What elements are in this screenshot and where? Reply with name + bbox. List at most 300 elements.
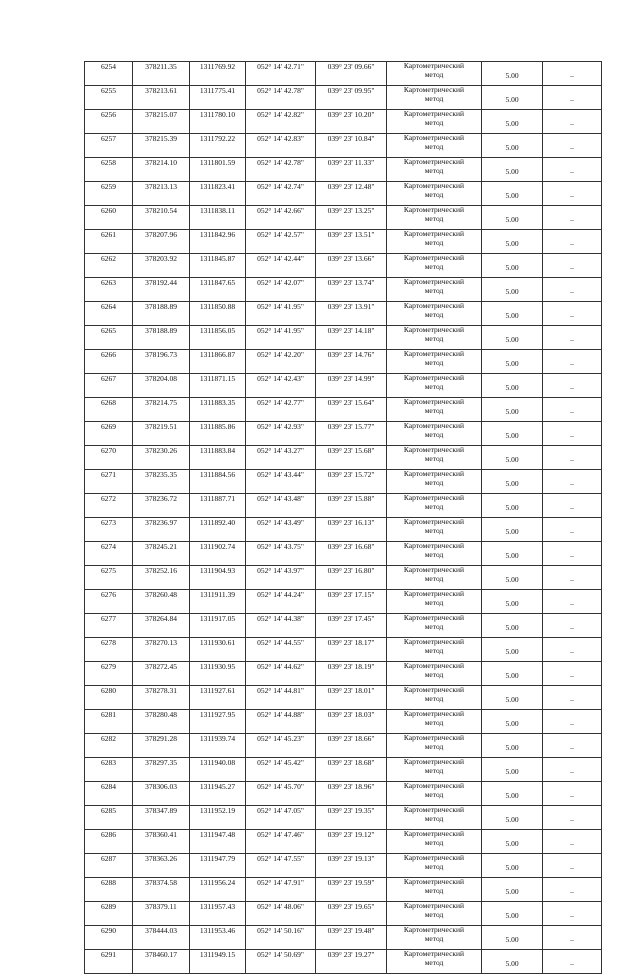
latitude: 052° 14' 43.49"	[257, 518, 304, 527]
point-number: 6280	[101, 686, 116, 695]
method-line1: Картометрический	[403, 613, 465, 622]
y-coordinate: 1311823.41	[199, 182, 236, 191]
longitude: 039° 23' 11.33"	[327, 158, 375, 167]
point-number-cell	[85, 158, 133, 182]
x-coordinate: 378215.07	[145, 110, 177, 119]
method-cell	[387, 494, 482, 518]
point-number: 6259	[101, 182, 116, 191]
description-dash: –	[570, 671, 574, 680]
latitude: 052° 14' 42.20"	[257, 350, 304, 359]
longitude-cell	[316, 134, 387, 158]
method-cell	[387, 422, 482, 446]
longitude: 039° 23' 13.74"	[327, 278, 375, 287]
latitude-cell	[246, 710, 316, 734]
latitude: 052° 14' 42.93"	[257, 422, 304, 431]
method-line2: метод	[424, 405, 444, 415]
method-line1: Картометрический	[403, 421, 465, 430]
y-coordinate: 1311883.84	[199, 446, 236, 455]
longitude-cell	[316, 158, 387, 182]
description-cell	[543, 230, 602, 254]
method-line1: Картометрический	[403, 109, 465, 118]
y-coordinate: 1311945.27	[199, 782, 236, 791]
error-value: 5.00	[505, 575, 519, 584]
x-coordinate-cell	[133, 878, 190, 902]
x-coordinate: 378270.13	[145, 638, 177, 647]
description-dash: –	[570, 863, 574, 872]
table-row	[85, 422, 602, 446]
longitude: 039° 23' 19.35"	[327, 806, 375, 815]
y-coordinate-cell	[190, 926, 246, 950]
latitude: 052° 14' 43.44"	[257, 470, 304, 479]
error-value: 5.00	[505, 719, 519, 728]
latitude: 052° 14' 44.88"	[257, 710, 304, 719]
y-coordinate: 1311792.22	[199, 134, 236, 143]
y-coordinate-cell	[190, 350, 246, 374]
table-row	[85, 926, 602, 950]
method-cell	[387, 158, 482, 182]
error-value: 5.00	[505, 863, 519, 872]
point-number: 6291	[101, 950, 116, 959]
error-value: 5.00	[505, 887, 519, 896]
x-coordinate: 378214.75	[145, 398, 177, 407]
point-number-cell	[85, 518, 133, 542]
x-coordinate: 378379.11	[145, 902, 177, 911]
x-coordinate: 378291.28	[145, 734, 177, 743]
description-cell	[543, 326, 602, 350]
point-number-cell	[85, 326, 133, 350]
latitude: 052° 14' 45.23"	[257, 734, 304, 743]
description-dash: –	[570, 551, 574, 560]
longitude: 039° 23' 10.20"	[327, 110, 375, 119]
y-coordinate-cell	[190, 230, 246, 254]
error-value: 5.00	[505, 263, 519, 272]
latitude-cell	[246, 494, 316, 518]
point-number-cell	[85, 494, 133, 518]
error-cell	[482, 230, 543, 254]
y-coordinate-cell	[190, 254, 246, 278]
method-line2: метод	[424, 333, 444, 343]
point-number-cell	[85, 710, 133, 734]
description-dash: –	[570, 239, 574, 248]
method-line2: метод	[424, 261, 444, 271]
table-row	[85, 230, 602, 254]
latitude: 052° 14' 43.97"	[257, 566, 304, 575]
latitude-cell	[246, 134, 316, 158]
method-line2: метод	[424, 549, 444, 559]
x-coordinate-cell	[133, 110, 190, 134]
x-coordinate-cell	[133, 950, 190, 974]
error-cell	[482, 566, 543, 590]
error-cell	[482, 302, 543, 326]
latitude-cell	[246, 782, 316, 806]
error-cell	[482, 614, 543, 638]
latitude: 052° 14' 45.42"	[257, 758, 304, 767]
y-coordinate: 1311902.74	[199, 542, 236, 551]
method-line2: метод	[424, 453, 444, 463]
x-coordinate-cell	[133, 566, 190, 590]
error-value: 5.00	[505, 143, 519, 152]
longitude-cell	[316, 86, 387, 110]
table-row	[85, 758, 602, 782]
point-number: 6277	[101, 614, 116, 623]
table-row	[85, 254, 602, 278]
description-cell	[543, 182, 602, 206]
point-number: 6282	[101, 734, 116, 743]
longitude-cell	[316, 278, 387, 302]
longitude-cell	[316, 758, 387, 782]
method-line2: метод	[424, 69, 444, 79]
x-coordinate-cell	[133, 86, 190, 110]
error-cell	[482, 950, 543, 974]
method-line2: метод	[424, 813, 444, 823]
error-value: 5.00	[505, 311, 519, 320]
latitude-cell	[246, 182, 316, 206]
description-dash: –	[570, 815, 574, 824]
latitude: 052° 14' 44.81"	[257, 686, 304, 695]
method-line2: метод	[424, 117, 444, 127]
method-line1: Картометрический	[403, 925, 465, 934]
error-cell	[482, 782, 543, 806]
latitude-cell	[246, 854, 316, 878]
x-coordinate: 378196.73	[145, 350, 177, 359]
point-number: 6269	[101, 422, 116, 431]
point-number-cell	[85, 830, 133, 854]
coordinates-table	[84, 61, 602, 974]
description-cell	[543, 758, 602, 782]
method-line1: Картометрический	[403, 589, 465, 598]
latitude-cell	[246, 518, 316, 542]
longitude-cell	[316, 710, 387, 734]
x-coordinate-cell	[133, 182, 190, 206]
latitude-cell	[246, 470, 316, 494]
point-number-cell	[85, 782, 133, 806]
latitude: 052° 14' 42.57"	[257, 230, 304, 239]
point-number: 6286	[101, 830, 116, 839]
error-value: 5.00	[505, 599, 519, 608]
point-number: 6285	[101, 806, 116, 815]
longitude: 039° 23' 18.68"	[327, 758, 375, 767]
point-number: 6254	[101, 62, 116, 71]
latitude-cell	[246, 638, 316, 662]
table-row	[85, 86, 602, 110]
description-cell	[543, 734, 602, 758]
table-row	[85, 878, 602, 902]
longitude: 039° 23' 15.64"	[327, 398, 375, 407]
error-cell	[482, 542, 543, 566]
point-number-cell	[85, 878, 133, 902]
table-row	[85, 206, 602, 230]
point-number: 6281	[101, 710, 116, 719]
table-row	[85, 710, 602, 734]
description-cell	[543, 782, 602, 806]
error-cell	[482, 758, 543, 782]
point-number-cell	[85, 374, 133, 398]
x-coordinate-cell	[133, 350, 190, 374]
longitude-cell	[316, 806, 387, 830]
point-number-cell	[85, 806, 133, 830]
point-number-cell	[85, 542, 133, 566]
latitude-cell	[246, 254, 316, 278]
description-dash: –	[570, 575, 574, 584]
longitude-cell	[316, 350, 387, 374]
x-coordinate-cell	[133, 398, 190, 422]
latitude: 052° 14' 42.78"	[257, 158, 304, 167]
table-row	[85, 662, 602, 686]
method-cell	[387, 566, 482, 590]
error-value: 5.00	[505, 791, 519, 800]
error-value: 5.00	[505, 71, 519, 80]
point-number: 6261	[101, 230, 116, 239]
y-coordinate: 1311949.15	[199, 950, 236, 959]
point-number-cell	[85, 398, 133, 422]
method-line1: Картометрический	[403, 733, 465, 742]
y-coordinate: 1311883.35	[199, 398, 236, 407]
method-line1: Картометрический	[403, 205, 465, 214]
error-value: 5.00	[505, 479, 519, 488]
x-coordinate: 378297.35	[145, 758, 177, 767]
table-row	[85, 62, 602, 86]
longitude: 039° 23' 19.48"	[327, 926, 375, 935]
latitude: 052° 14' 42.83"	[257, 134, 304, 143]
description-dash: –	[570, 335, 574, 344]
error-cell	[482, 590, 543, 614]
point-number: 6279	[101, 662, 116, 671]
error-value: 5.00	[505, 119, 519, 128]
x-coordinate: 378204.08	[145, 374, 177, 383]
longitude-cell	[316, 374, 387, 398]
table-row	[85, 134, 602, 158]
error-cell	[482, 926, 543, 950]
point-number-cell	[85, 902, 133, 926]
point-number-cell	[85, 350, 133, 374]
latitude-cell	[246, 542, 316, 566]
y-coordinate: 1311904.93	[199, 566, 236, 575]
description-cell	[543, 686, 602, 710]
x-coordinate-cell	[133, 158, 190, 182]
method-cell	[387, 134, 482, 158]
x-coordinate-cell	[133, 326, 190, 350]
y-coordinate: 1311930.95	[199, 662, 236, 671]
description-dash: –	[570, 719, 574, 728]
description-cell	[543, 278, 602, 302]
method-line2: метод	[424, 525, 444, 535]
error-value: 5.00	[505, 95, 519, 104]
method-line1: Картометрический	[403, 373, 465, 382]
y-coordinate: 1311842.96	[199, 230, 236, 239]
y-coordinate: 1311930.61	[199, 638, 236, 647]
description-cell	[543, 590, 602, 614]
y-coordinate-cell	[190, 158, 246, 182]
longitude: 039° 23' 18.66"	[327, 734, 375, 743]
y-coordinate-cell	[190, 854, 246, 878]
longitude-cell	[316, 422, 387, 446]
x-coordinate: 378347.89	[145, 806, 177, 815]
x-coordinate-cell	[133, 758, 190, 782]
y-coordinate: 1311884.56	[199, 470, 236, 479]
description-dash: –	[570, 791, 574, 800]
y-coordinate-cell	[190, 494, 246, 518]
method-line1: Картометрический	[403, 661, 465, 670]
y-coordinate: 1311780.10	[199, 110, 236, 119]
method-line2: метод	[424, 357, 444, 367]
description-dash: –	[570, 911, 574, 920]
method-cell	[387, 638, 482, 662]
table-row	[85, 782, 602, 806]
y-coordinate: 1311952.19	[199, 806, 236, 815]
error-value: 5.00	[505, 335, 519, 344]
y-coordinate: 1311927.95	[199, 710, 236, 719]
x-coordinate: 378192.44	[145, 278, 177, 287]
method-cell	[387, 926, 482, 950]
description-cell	[543, 542, 602, 566]
table-row	[85, 950, 602, 974]
method-line2: метод	[424, 645, 444, 655]
method-line1: Картометрический	[403, 253, 465, 262]
x-coordinate: 378219.51	[145, 422, 177, 431]
description-cell	[543, 374, 602, 398]
latitude-cell	[246, 278, 316, 302]
longitude-cell	[316, 254, 387, 278]
error-cell	[482, 374, 543, 398]
table-row	[85, 350, 602, 374]
error-cell	[482, 854, 543, 878]
error-value: 5.00	[505, 287, 519, 296]
latitude-cell	[246, 350, 316, 374]
longitude: 039° 23' 09.95"	[327, 86, 375, 95]
longitude-cell	[316, 326, 387, 350]
latitude: 052° 14' 42.44"	[257, 254, 304, 263]
longitude: 039° 23' 15.68"	[327, 446, 375, 455]
latitude: 052° 14' 50.69"	[257, 950, 304, 959]
longitude-cell	[316, 902, 387, 926]
latitude-cell	[246, 326, 316, 350]
error-cell	[482, 638, 543, 662]
description-dash: –	[570, 191, 574, 200]
description-dash: –	[570, 503, 574, 512]
longitude: 039° 23' 19.59"	[327, 878, 375, 887]
method-line1: Картометрический	[403, 277, 465, 286]
description-dash: –	[570, 767, 574, 776]
y-coordinate-cell	[190, 134, 246, 158]
longitude-cell	[316, 878, 387, 902]
y-coordinate-cell	[190, 446, 246, 470]
latitude-cell	[246, 446, 316, 470]
latitude-cell	[246, 302, 316, 326]
method-line2: метод	[424, 765, 444, 775]
point-number-cell	[85, 182, 133, 206]
coordinates-table-body	[85, 62, 602, 974]
longitude: 039° 23' 14.76"	[327, 350, 375, 359]
point-number-cell	[85, 758, 133, 782]
point-number: 6276	[101, 590, 116, 599]
method-line2: метод	[424, 933, 444, 943]
error-cell	[482, 902, 543, 926]
description-dash: –	[570, 647, 574, 656]
x-coordinate-cell	[133, 230, 190, 254]
longitude-cell	[316, 638, 387, 662]
x-coordinate: 378203.92	[145, 254, 177, 263]
description-dash: –	[570, 167, 574, 176]
description-cell	[543, 950, 602, 974]
description-dash: –	[570, 695, 574, 704]
error-value: 5.00	[505, 191, 519, 200]
y-coordinate: 1311847.65	[199, 278, 236, 287]
longitude-cell	[316, 590, 387, 614]
method-line2: метод	[424, 861, 444, 871]
x-coordinate: 378460.17	[145, 950, 177, 959]
point-number: 6255	[101, 86, 116, 95]
latitude: 052° 14' 47.05"	[257, 806, 304, 815]
point-number: 6284	[101, 782, 116, 791]
x-coordinate: 378207.96	[145, 230, 177, 239]
y-coordinate-cell	[190, 614, 246, 638]
description-cell	[543, 638, 602, 662]
x-coordinate-cell	[133, 446, 190, 470]
description-cell	[543, 710, 602, 734]
y-coordinate-cell	[190, 278, 246, 302]
latitude: 052° 14' 42.07"	[257, 278, 304, 287]
error-value: 5.00	[505, 431, 519, 440]
longitude: 039° 23' 16.68"	[327, 542, 375, 551]
description-cell	[543, 854, 602, 878]
method-cell	[387, 302, 482, 326]
latitude-cell	[246, 230, 316, 254]
method-line2: метод	[424, 693, 444, 703]
y-coordinate-cell	[190, 398, 246, 422]
description-dash: –	[570, 455, 574, 464]
method-line1: Картометрический	[403, 397, 465, 406]
method-cell	[387, 230, 482, 254]
error-cell	[482, 206, 543, 230]
description-cell	[543, 62, 602, 86]
description-dash: –	[570, 527, 574, 536]
longitude-cell	[316, 662, 387, 686]
longitude-cell	[316, 110, 387, 134]
description-cell	[543, 134, 602, 158]
y-coordinate: 1311885.86	[199, 422, 236, 431]
longitude-cell	[316, 542, 387, 566]
description-dash: –	[570, 215, 574, 224]
point-number: 6273	[101, 518, 116, 527]
point-number: 6266	[101, 350, 116, 359]
method-line2: метод	[424, 621, 444, 631]
description-dash: –	[570, 263, 574, 272]
method-cell	[387, 86, 482, 110]
method-cell	[387, 518, 482, 542]
error-cell	[482, 446, 543, 470]
table-row	[85, 542, 602, 566]
description-cell	[543, 398, 602, 422]
x-coordinate: 378245.21	[145, 542, 177, 551]
x-coordinate-cell	[133, 470, 190, 494]
table-row	[85, 638, 602, 662]
method-line2: метод	[424, 309, 444, 319]
method-line1: Картометрический	[403, 517, 465, 526]
point-number: 6271	[101, 470, 116, 479]
point-number: 6257	[101, 134, 116, 143]
method-line2: метод	[424, 717, 444, 727]
table-row	[85, 278, 602, 302]
method-cell	[387, 830, 482, 854]
longitude: 039° 23' 16.13"	[327, 518, 375, 527]
latitude-cell	[246, 686, 316, 710]
error-value: 5.00	[505, 671, 519, 680]
method-line1: Картометрический	[403, 325, 465, 334]
method-line2: метод	[424, 429, 444, 439]
method-line1: Картометрический	[403, 61, 465, 70]
latitude: 052° 14' 42.77"	[257, 398, 304, 407]
y-coordinate-cell	[190, 422, 246, 446]
